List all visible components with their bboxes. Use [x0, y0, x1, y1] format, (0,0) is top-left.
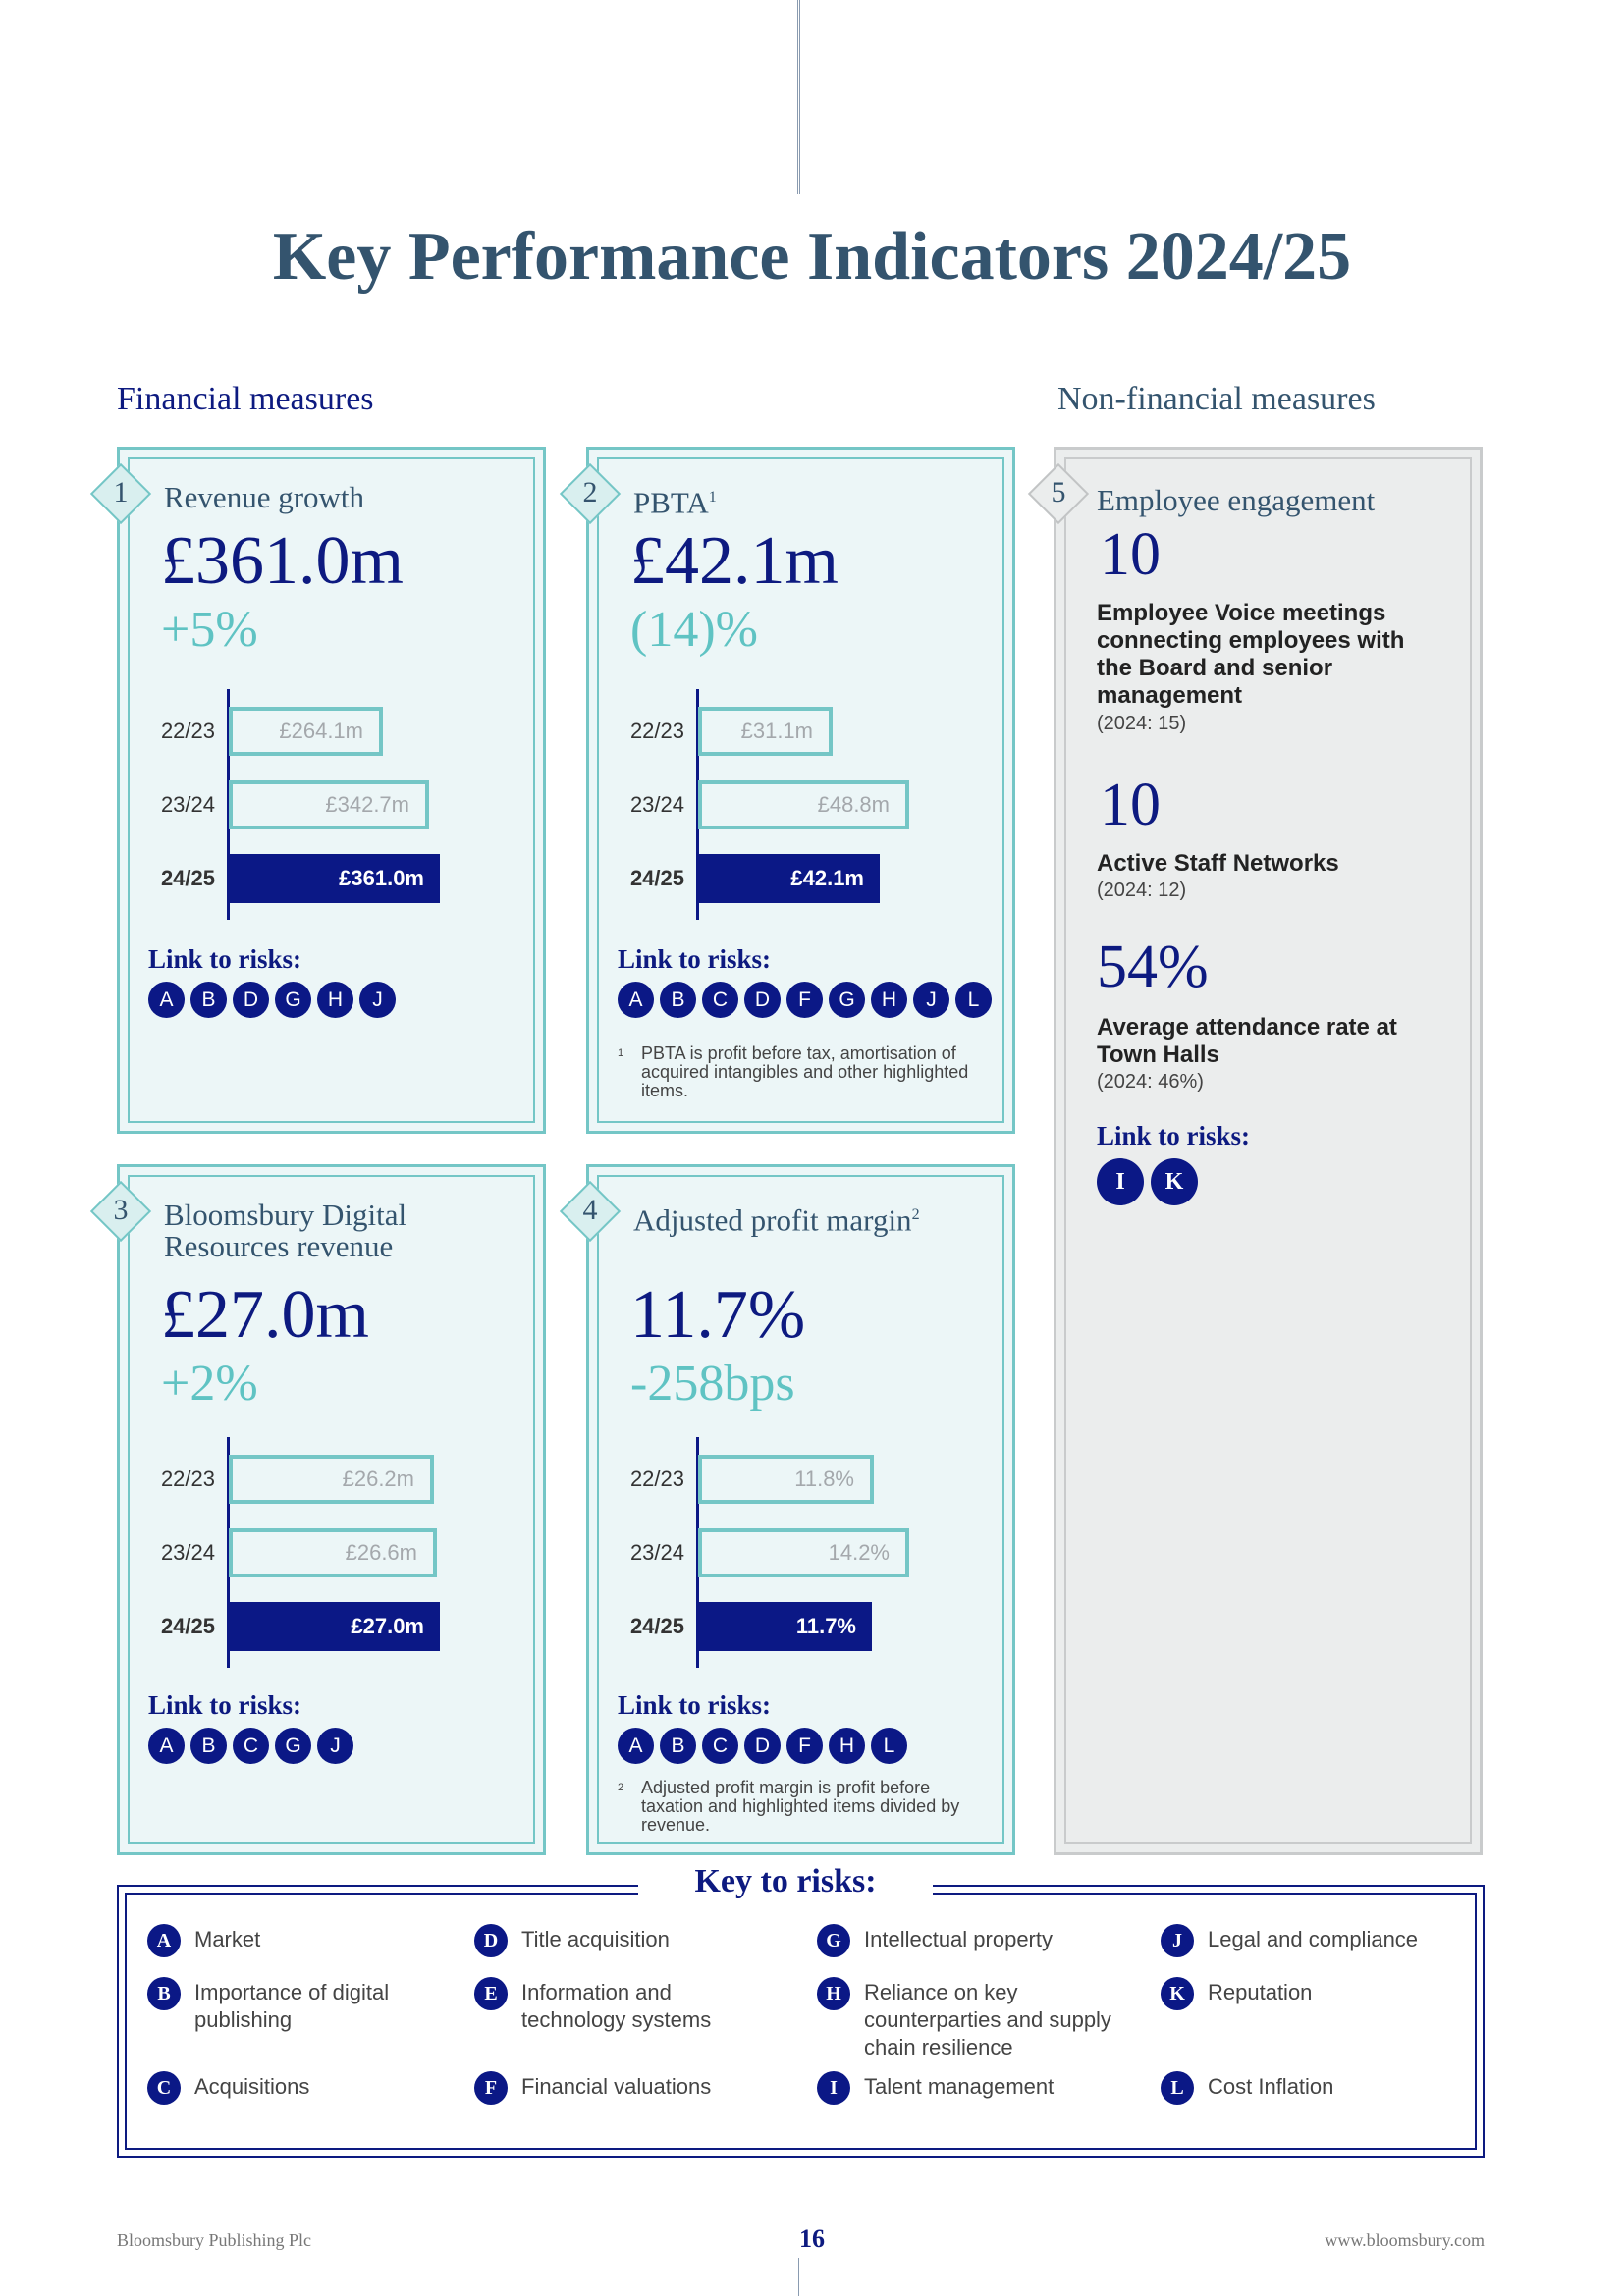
bar-category-label: 24/25: [160, 866, 215, 890]
metric-value: 54%: [1097, 934, 1209, 1000]
footnote-marker: 1: [708, 489, 717, 506]
key-item-C: [147, 2071, 442, 2105]
risk-letter-badge: C: [147, 2071, 181, 2105]
link-to-risks-heading: Link to risks:: [618, 944, 772, 974]
risk-letter-badge: D: [474, 1924, 508, 1957]
risk-chip-H[interactable]: H: [317, 982, 353, 1018]
bar-value-label: £42.1m: [790, 866, 864, 890]
risk-chips: [1097, 1158, 1198, 1205]
kpi-footnote: [618, 1779, 988, 1835]
bar-category-label: 24/25: [629, 1614, 684, 1638]
bar-24-25: [698, 1602, 872, 1651]
risk-chip-C[interactable]: C: [233, 1728, 269, 1764]
risk-chip-D[interactable]: D: [744, 982, 781, 1018]
risk-label: Information and technology systems: [521, 1980, 712, 2032]
link-to-risks-heading: Link to risks:: [1097, 1121, 1251, 1150]
risk-chip-F[interactable]: F: [786, 982, 823, 1018]
financial-measures-heading: Financial measures: [117, 381, 374, 417]
bar-value-label: £361.0m: [339, 866, 424, 890]
risk-chip-L[interactable]: L: [871, 1728, 907, 1764]
kpi-number: 1: [113, 476, 129, 508]
risk-chip-G[interactable]: G: [275, 1728, 311, 1764]
bar-category-label: 23/24: [160, 1540, 215, 1565]
risk-chip-J[interactable]: J: [359, 982, 396, 1018]
metric-prior-year: (2024: 46%): [1097, 1071, 1204, 1093]
bar-22-23: [229, 1455, 434, 1504]
risk-chip-I[interactable]: I: [1097, 1158, 1144, 1205]
risk-chip-D[interactable]: D: [744, 1728, 781, 1764]
kpi-headline-value: 11.7%: [630, 1277, 806, 1353]
bottom-divider-line: [798, 2258, 799, 2296]
link-to-risks-heading: Link to risks:: [618, 1690, 772, 1720]
key-to-risks-title: Key to risks:: [638, 1863, 933, 1900]
risk-chip-F[interactable]: F: [786, 1728, 823, 1764]
bar-category-label: 22/23: [629, 719, 684, 743]
kpi-headline-value: £361.0m: [161, 523, 404, 599]
key-item-A: [147, 1924, 442, 1957]
risk-label: Title acquisition: [521, 1927, 670, 1951]
kpi-number: 5: [1051, 476, 1066, 508]
bar-23-24: [698, 780, 909, 829]
key-item-K: [1161, 1977, 1455, 2010]
kpi-change: +5%: [161, 602, 258, 658]
kpi-footnote: [618, 1044, 988, 1100]
kpi-number: 4: [582, 1194, 598, 1226]
kpi-title: Bloomsbury Digital Resources revenue: [164, 1198, 407, 1263]
footnote-number: 2: [618, 1782, 624, 1793]
bar-value-label: £342.7m: [325, 792, 409, 817]
risk-letter-badge: I: [817, 2071, 850, 2105]
bar-category-label: 22/23: [629, 1467, 684, 1491]
kpi-headline-value: £27.0m: [161, 1277, 369, 1353]
link-to-risks-heading: Link to risks:: [148, 944, 302, 974]
footnote-marker: 2: [911, 1206, 920, 1223]
risk-letter-badge: L: [1161, 2071, 1194, 2105]
kpi-number: 2: [582, 476, 598, 508]
risk-label: Reputation: [1208, 1980, 1313, 2004]
risk-letter-badge: J: [1161, 1924, 1194, 1957]
risk-chip-K[interactable]: K: [1151, 1158, 1198, 1205]
risk-chips: [148, 1728, 353, 1764]
metric-description: Active Staff Networks: [1097, 850, 1339, 877]
risk-chip-A[interactable]: A: [618, 1728, 654, 1764]
risk-chip-B[interactable]: B: [660, 1728, 696, 1764]
page-title: Key Performance Indicators 2024/25: [272, 219, 1352, 294]
footnote-text: PBTA is profit before tax, amortisation of acquired intangibles and other highlighted items.: [641, 1043, 969, 1100]
risk-letter-badge: B: [147, 1977, 181, 2010]
risk-chip-G[interactable]: G: [275, 982, 311, 1018]
risk-chip-A[interactable]: A: [148, 1728, 185, 1764]
kpi-title: Adjusted profit margin$^2$: [633, 1202, 920, 1238]
metric-description: Average attendance rate at Town Halls: [1097, 1014, 1397, 1068]
risk-chip-H[interactable]: H: [829, 1728, 865, 1764]
nonfinancial-measures-heading: Non-financial measures: [1057, 381, 1376, 417]
risk-label: Financial valuations: [521, 2074, 712, 2099]
footnote-text: Adjusted profit margin is profit before taxation and highlighted items divided by revenue.: [641, 1778, 960, 1835]
metric-prior-year: (2024: 12): [1097, 880, 1187, 901]
footer-url[interactable]: www.bloomsbury.com: [1325, 2230, 1485, 2250]
risk-label: Acquisitions: [194, 2074, 310, 2099]
risk-chip-C[interactable]: C: [702, 982, 738, 1018]
risk-label: Talent management: [864, 2074, 1055, 2099]
bar-value-label: 14.2%: [828, 1540, 890, 1565]
risk-chip-C[interactable]: C: [702, 1728, 738, 1764]
bar-category-label: 23/24: [629, 792, 684, 817]
key-item-B: [147, 1977, 442, 2034]
kpi-number: 3: [113, 1194, 129, 1226]
bar-value-label: £26.2m: [342, 1467, 414, 1491]
key-item-L: [1161, 2071, 1455, 2105]
risk-letter-badge: G: [817, 1924, 850, 1957]
risk-letter-badge: E: [474, 1977, 508, 2010]
risk-label: Intellectual property: [864, 1927, 1053, 1951]
kpi-change: -258bps: [630, 1356, 795, 1412]
bar-24-25: [229, 1602, 440, 1651]
risk-label: Legal and compliance: [1208, 1927, 1419, 1951]
key-item-F: [474, 2071, 769, 2105]
risk-chip-B[interactable]: B: [660, 982, 696, 1018]
kpi-title: Employee engagement: [1097, 483, 1376, 517]
bar-value-label: 11.8%: [794, 1467, 854, 1491]
bar-22-23: [698, 1455, 874, 1504]
risk-chips: [618, 1728, 907, 1764]
bar-22-23: [698, 707, 833, 756]
link-to-risks-heading: Link to risks:: [148, 1690, 302, 1720]
risk-letter-badge: H: [817, 1977, 850, 2010]
risk-chip-J[interactable]: J: [913, 982, 949, 1018]
risk-label: Cost Inflation: [1208, 2074, 1334, 2099]
bar-22-23: [229, 707, 383, 756]
risk-label: Reliance on key counterparties and supply chain resilience: [864, 1980, 1111, 2059]
bar-value-label: £264.1m: [279, 719, 363, 743]
risk-chip-H[interactable]: H: [871, 982, 907, 1018]
risk-letter-badge: A: [147, 1924, 181, 1957]
top-divider-line: [797, 0, 800, 194]
kpi-title: PBTA$^1$: [633, 485, 717, 520]
risk-label: Market: [194, 1927, 261, 1951]
kpi-title: Revenue growth: [164, 480, 365, 514]
risk-letter-badge: F: [474, 2071, 508, 2105]
risk-chip-A[interactable]: A: [618, 982, 654, 1018]
risk-label: Importance of digital publishing: [194, 1980, 390, 2032]
bar-category-label: 24/25: [629, 866, 684, 890]
bar-value-label: £31.1m: [740, 719, 813, 743]
bar-category-label: 22/23: [160, 1467, 215, 1491]
risk-chip-A[interactable]: A: [148, 982, 185, 1018]
key-item-G: [817, 1924, 1121, 1957]
risk-chips: [148, 982, 396, 1018]
metric-description: Employee Voice meetings connecting employees with the Board and senior management: [1097, 600, 1405, 709]
risk-chips: [618, 982, 992, 1018]
footnote-number: 1: [618, 1047, 624, 1059]
bar-24-25: [229, 854, 440, 903]
bar-category-label: 22/23: [160, 719, 215, 743]
metric-value: 10: [1100, 772, 1161, 838]
bar-value-label: £27.0m: [351, 1614, 424, 1638]
key-item-J: [1161, 1924, 1455, 1957]
risk-chip-J[interactable]: J: [317, 1728, 353, 1764]
page-number: 16: [799, 2224, 825, 2253]
risk-chip-B[interactable]: B: [190, 982, 227, 1018]
bar-value-label: 11.7%: [795, 1614, 856, 1638]
bar-23-24: [698, 1528, 909, 1577]
risk-chip-L[interactable]: L: [955, 982, 992, 1018]
key-item-E: [474, 1977, 769, 2034]
footer-company: Bloomsbury Publishing Plc: [117, 2230, 312, 2250]
key-item-D: [474, 1924, 769, 1957]
key-item-I: [817, 2071, 1121, 2105]
bar-category-label: 23/24: [160, 792, 215, 817]
metric-value: 10: [1100, 521, 1161, 588]
risk-letter-badge: K: [1161, 1977, 1194, 2010]
risk-chip-G[interactable]: G: [829, 982, 865, 1018]
metric-prior-year: (2024: 15): [1097, 713, 1187, 734]
bar-value-label: £48.8m: [817, 792, 890, 817]
risk-chip-D[interactable]: D: [233, 982, 269, 1018]
bar-value-label: £26.6m: [345, 1540, 417, 1565]
kpi-change: +2%: [161, 1356, 258, 1412]
risk-chip-B[interactable]: B: [190, 1728, 227, 1764]
kpi-change: (14)%: [630, 602, 758, 658]
bar-category-label: 24/25: [160, 1614, 215, 1638]
bar-24-25: [698, 854, 880, 903]
bar-23-24: [229, 780, 429, 829]
kpi-headline-value: £42.1m: [630, 523, 839, 599]
bar-23-24: [229, 1528, 437, 1577]
key-item-H: [817, 1977, 1121, 2061]
bar-category-label: 23/24: [629, 1540, 684, 1565]
